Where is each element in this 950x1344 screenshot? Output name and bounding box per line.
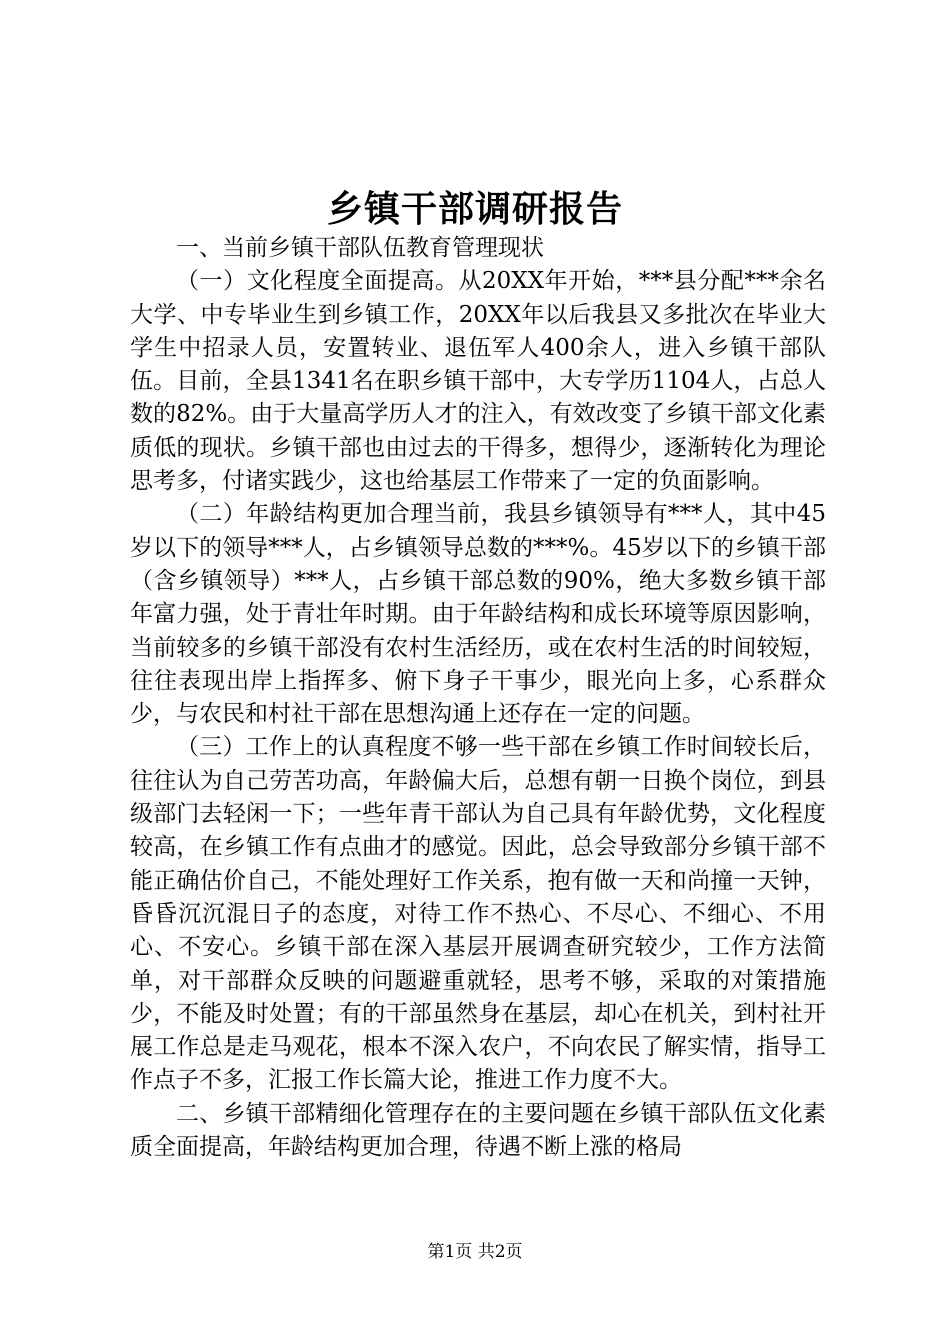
section-heading-1: 一、当前乡镇干部队伍教育管理现状 <box>176 235 544 261</box>
paragraph-age-structure: （二）年龄结构更加合理当前，我县乡镇领导有***人，其中45岁以下的领导***人，占乡镇领导总数的***%。45岁以下的乡镇干部（含乡镇领导）***人，占乡镇干部总数的90%，绝大多数乡镇干部年富力强，处于青壮年时期。由于年龄结构和成长环境等原因影响，当前较多的乡镇干部没有农村生活经历，或在农村生活的时间较短，往往表现出岸上指挥多、俯下身子干事少，眼光向上多，心系群众少，与农民和村社干部在思想沟通上还存在一定的问题。 <box>130 501 826 728</box>
document-body <box>130 232 826 1164</box>
paragraph-section-2: 二、乡镇干部精细化管理存在的主要问题在乡镇干部队伍文化素质全面提高，年龄结构更加合理，待遇不断上涨的格局 <box>130 1100 826 1161</box>
page-title: 乡镇干部调研报告 <box>326 188 623 230</box>
page-number-footer: 第1页 共2页 <box>427 1242 523 1262</box>
paragraph-work-attitude: （三）工作上的认真程度不够一些干部在乡镇工作时间较长后，往往认为自己劳苦功高，年龄偏大后，总想有朝一日换个岗位，到县级部门去轻闲一下；一些年青干部认为自己具有年龄优势，文化程度较高，在乡镇工作有点曲才的感觉。因此，总会导致部分乡镇干部不能正确估价自己，不能处理好工作关系，抱有做一天和尚撞一天钟，昏昏沉沉混日子的态度，对待工作不热心、不尽心、不细心、不用心、不安心。乡镇干部在深入基层开展调查研究较少，工作方法简单，对干部群众反映的问题避重就轻，思考不够，采取的对策措施少，不能及时处置；有的干部虽然身在基层，却心在机关，到村社开展工作总是走马观花，根本不深入农户，不向农民了解实情，指导工作点子不多，汇报工作长篇大论，推进工作力度不大。 <box>130 734 826 1094</box>
paragraph-culture-level: （一）文化程度全面提高。从20XX年开始，***县分配***余名大学、中专毕业生到乡镇工作，20XX年以后我县又多批次在毕业大学生中招录人员，安置转业、退伍军人400余人，进入乡镇干部队伍。目前，全县1341名在职乡镇干部中，大专学历1104人，占总人数的82%。由于大量高学历人才的注入，有效改变了乡镇干部文化素质低的现状。乡镇干部也由过去的干得多，想得少，逐渐转化为理论思考多，付诸实践少，这也给基层工作带来了一定的负面影响。 <box>130 268 826 495</box>
